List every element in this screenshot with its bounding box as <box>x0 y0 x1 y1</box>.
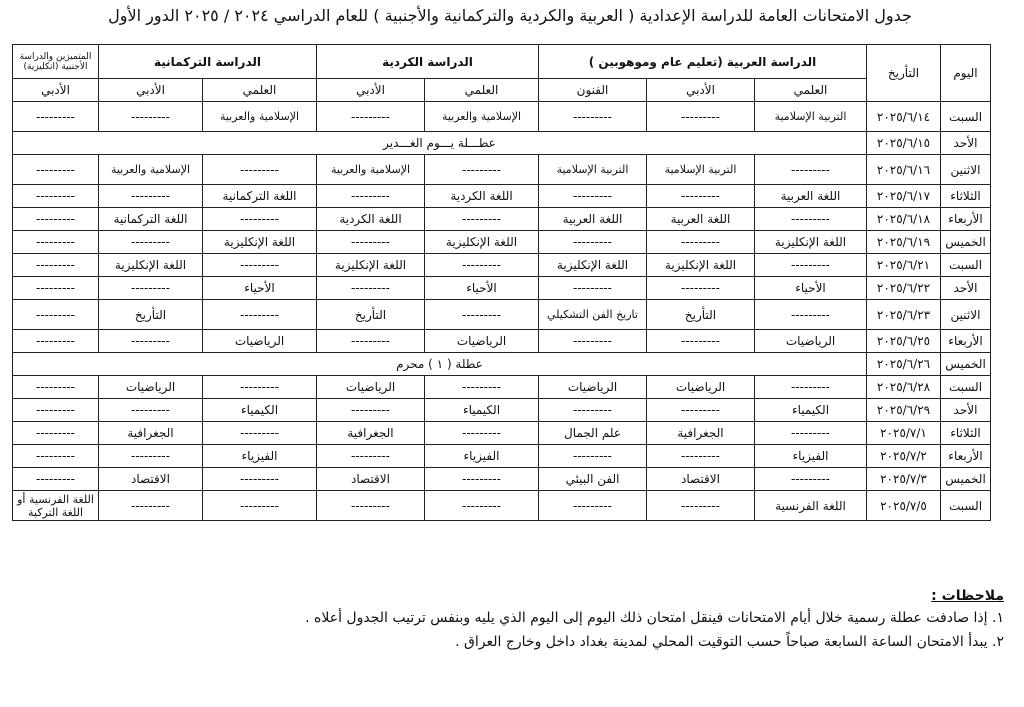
holiday-cell: عطـــلة يـــوم الغـــدير <box>13 132 867 155</box>
day-cell: الاثنين <box>941 155 991 185</box>
date-cell: ٢٠٢٥/٦/١٨ <box>867 208 941 231</box>
subject-cell: الكيمياء <box>755 399 867 422</box>
subject-cell: الإسلامية والعربية <box>203 102 317 132</box>
day-cell: الثلاثاء <box>941 185 991 208</box>
subject-cell: الفيزياء <box>425 445 539 468</box>
subject-cell: --------- <box>539 231 647 254</box>
subject-cell: التربية الإسلامية <box>647 155 755 185</box>
subject-cell: --------- <box>99 185 203 208</box>
subject-cell: --------- <box>13 422 99 445</box>
subject-cell: --------- <box>647 102 755 132</box>
subject-cell: --------- <box>647 491 755 521</box>
subject-cell: الفيزياء <box>755 445 867 468</box>
subject-cell: اللغة الكردية <box>425 185 539 208</box>
subject-cell: --------- <box>755 254 867 277</box>
subject-cell: --------- <box>317 185 425 208</box>
subject-cell: الأحياء <box>425 277 539 300</box>
subject-cell: --------- <box>99 102 203 132</box>
page-title: جدول الامتحانات العامة للدراسة الإعدادية ( العربية والكردية والتركمانية والأجنبية ) للعام الدراسي ٢٠٢٤ / ٢٠٢٥ الدور الأول <box>108 6 912 25</box>
subject-cell: الكيمياء <box>203 399 317 422</box>
day-cell: الخميس <box>941 353 991 376</box>
notes-section <box>24 588 1004 658</box>
subject-cell: --------- <box>203 208 317 231</box>
subject-cell: الإسلامية والعربية <box>99 155 203 185</box>
subject-cell: الرياضيات <box>425 330 539 353</box>
subject-cell: --------- <box>539 330 647 353</box>
subject-cell: اللغة الفرنسية <box>755 491 867 521</box>
subject-cell: الكيمياء <box>425 399 539 422</box>
subject-cell: اللغة العربية <box>755 185 867 208</box>
sub-header: الفنون <box>539 79 647 102</box>
subject-cell: --------- <box>317 399 425 422</box>
subject-cell: --------- <box>99 231 203 254</box>
subject-cell: اللغة الإنكليزية <box>539 254 647 277</box>
subject-cell: --------- <box>13 468 99 491</box>
date-cell: ٢٠٢٥/٧/١ <box>867 422 941 445</box>
subject-cell: --------- <box>99 330 203 353</box>
date-cell: ٢٠٢٥/٦/١٥ <box>867 132 941 155</box>
subject-cell: الرياضيات <box>99 376 203 399</box>
day-cell: السبت <box>941 376 991 399</box>
subject-cell: --------- <box>647 185 755 208</box>
subject-cell: التأريخ <box>317 300 425 330</box>
subject-cell: --------- <box>425 376 539 399</box>
table-row <box>13 399 991 422</box>
table-row <box>13 102 991 132</box>
subject-cell: --------- <box>203 254 317 277</box>
date-cell: ٢٠٢٥/٦/٢٩ <box>867 399 941 422</box>
day-cell: السبت <box>941 491 991 521</box>
subject-cell: اللغة الإنكليزية <box>755 231 867 254</box>
day-cell: الأحد <box>941 132 991 155</box>
subject-cell: --------- <box>755 376 867 399</box>
table-row <box>13 155 991 185</box>
subject-cell: التأريخ <box>99 300 203 330</box>
subject-cell: الجغرافية <box>317 422 425 445</box>
subject-cell: الجغرافية <box>99 422 203 445</box>
subject-cell: الرياضيات <box>539 376 647 399</box>
subject-cell: --------- <box>425 491 539 521</box>
subject-cell: الرياضيات <box>647 376 755 399</box>
subject-cell: --------- <box>317 445 425 468</box>
subject-cell: --------- <box>647 399 755 422</box>
subject-cell: --------- <box>13 208 99 231</box>
note-item: ٢. يبدأ الامتحان الساعة السابعة صباحاً حسب التوقيت المحلي لمدينة بغداد داخل وخارج العراق . <box>455 634 1004 650</box>
subject-cell: --------- <box>647 330 755 353</box>
subject-cell: اللغة الإنكليزية <box>317 254 425 277</box>
subject-cell: --------- <box>647 277 755 300</box>
subject-cell: التأريخ <box>647 300 755 330</box>
holiday-cell: عطلة ( ١ ) محرم <box>13 353 867 376</box>
subject-cell: --------- <box>425 468 539 491</box>
table-row <box>13 277 991 300</box>
date-cell: ٢٠٢٥/٧/٣ <box>867 468 941 491</box>
table-row <box>13 132 991 155</box>
day-cell: السبت <box>941 254 991 277</box>
subject-cell: اللغة الفرنسية أو اللغة التركية <box>13 491 99 521</box>
subject-cell: الفن البيئي <box>539 468 647 491</box>
subject-cell: --------- <box>425 155 539 185</box>
day-cell: الأربعاء <box>941 445 991 468</box>
subject-cell: التربية الإسلامية <box>755 102 867 132</box>
subject-cell: اللغة العربية <box>539 208 647 231</box>
subject-cell: --------- <box>13 330 99 353</box>
table-row <box>13 491 991 521</box>
table-row <box>13 231 991 254</box>
subject-cell: الاقتصاد <box>317 468 425 491</box>
subject-cell: --------- <box>13 277 99 300</box>
day-cell: الاثنين <box>941 300 991 330</box>
sub-header: العلمي <box>755 79 867 102</box>
subject-cell: --------- <box>203 491 317 521</box>
table-row <box>13 300 991 330</box>
date-cell: ٢٠٢٥/٦/١٤ <box>867 102 941 132</box>
subject-cell: الرياضيات <box>317 376 425 399</box>
notes-heading: ملاحظات : <box>931 588 1004 604</box>
subject-cell: --------- <box>425 300 539 330</box>
subject-cell: --------- <box>647 231 755 254</box>
day-cell: الأربعاء <box>941 208 991 231</box>
sub-header: الأدبي <box>647 79 755 102</box>
subject-cell: --------- <box>755 422 867 445</box>
day-header: اليوم <box>941 45 991 102</box>
subject-cell: اللغة الإنكليزية <box>647 254 755 277</box>
table-row <box>13 208 991 231</box>
subject-cell: اللغة الإنكليزية <box>99 254 203 277</box>
subject-cell: --------- <box>539 399 647 422</box>
subject-cell: --------- <box>203 422 317 445</box>
subject-cell: --------- <box>755 300 867 330</box>
sub-header: الأدبي <box>317 79 425 102</box>
date-cell: ٢٠٢٥/٦/١٦ <box>867 155 941 185</box>
table-row <box>13 422 991 445</box>
subject-cell: --------- <box>755 155 867 185</box>
subject-cell: --------- <box>203 155 317 185</box>
subject-cell: اللغة العربية <box>647 208 755 231</box>
exam-schedule-table <box>12 44 991 521</box>
subject-cell: --------- <box>755 468 867 491</box>
subject-cell: --------- <box>13 231 99 254</box>
date-cell: ٢٠٢٥/٧/٥ <box>867 491 941 521</box>
subject-cell: الإسلامية والعربية <box>317 155 425 185</box>
subject-cell: --------- <box>539 491 647 521</box>
table-row <box>13 330 991 353</box>
sub-header: الأدبي <box>99 79 203 102</box>
subject-cell: --------- <box>203 468 317 491</box>
subject-cell: اللغة التركمانية <box>99 208 203 231</box>
subject-cell: --------- <box>425 422 539 445</box>
subject-cell: الاقتصاد <box>647 468 755 491</box>
foreign-study-header: المتميزين والدراسة الأجنبية (انكليزية) <box>13 45 99 79</box>
day-cell: الخميس <box>941 468 991 491</box>
subject-cell: اللغة الإنكليزية <box>425 231 539 254</box>
subject-cell: --------- <box>13 102 99 132</box>
day-cell: الثلاثاء <box>941 422 991 445</box>
subject-cell: --------- <box>317 491 425 521</box>
subject-cell: --------- <box>539 102 647 132</box>
subject-cell: الفيزياء <box>203 445 317 468</box>
date-cell: ٢٠٢٥/٦/١٧ <box>867 185 941 208</box>
subject-cell: التربية الإسلامية <box>539 155 647 185</box>
subject-cell: --------- <box>203 376 317 399</box>
subject-cell: الرياضيات <box>203 330 317 353</box>
sub-header: العلمي <box>203 79 317 102</box>
table-row <box>13 376 991 399</box>
subject-cell: --------- <box>539 445 647 468</box>
table-row <box>13 445 991 468</box>
subject-cell: الاقتصاد <box>99 468 203 491</box>
subject-cell: اللغة الإنكليزية <box>203 231 317 254</box>
date-cell: ٢٠٢٥/٦/٢٨ <box>867 376 941 399</box>
subject-cell: --------- <box>539 277 647 300</box>
subject-cell: تاريخ الفن التشكيلي <box>539 300 647 330</box>
date-cell: ٢٠٢٥/٦/٢٦ <box>867 353 941 376</box>
note-item: ١. إذا صادفت عطلة رسمية خلال أيام الامتحانات فينقل امتحان ذلك اليوم إلى اليوم الذي يليه وبنفس ترتيب الجدول أعلاه . <box>305 610 1004 626</box>
subject-cell: --------- <box>13 300 99 330</box>
subject-cell: --------- <box>13 445 99 468</box>
subject-cell: الرياضيات <box>755 330 867 353</box>
day-cell: الأربعاء <box>941 330 991 353</box>
subject-cell: --------- <box>317 102 425 132</box>
date-cell: ٢٠٢٥/٦/٢٢ <box>867 277 941 300</box>
subject-cell: --------- <box>99 277 203 300</box>
table-row <box>13 185 991 208</box>
subject-cell: اللغة التركمانية <box>203 185 317 208</box>
table-row <box>13 468 991 491</box>
table-row <box>13 254 991 277</box>
day-cell: الأحد <box>941 277 991 300</box>
subject-cell: --------- <box>13 254 99 277</box>
subject-cell: اللغة الكردية <box>317 208 425 231</box>
day-cell: الخميس <box>941 231 991 254</box>
subject-cell: --------- <box>317 231 425 254</box>
table-row <box>13 353 991 376</box>
kurdish-study-header: الدراسة الكردية <box>317 45 539 79</box>
date-header: التأريخ <box>867 45 941 102</box>
subject-cell: --------- <box>317 277 425 300</box>
date-cell: ٢٠٢٥/٦/٢١ <box>867 254 941 277</box>
subject-cell: --------- <box>13 185 99 208</box>
subject-cell: --------- <box>13 376 99 399</box>
subject-cell: --------- <box>539 185 647 208</box>
subject-cell: --------- <box>13 399 99 422</box>
subject-cell: الأحياء <box>203 277 317 300</box>
subject-cell: --------- <box>647 445 755 468</box>
subject-cell: --------- <box>425 208 539 231</box>
subject-cell: الإسلامية والعربية <box>425 102 539 132</box>
subject-cell: --------- <box>317 330 425 353</box>
day-cell: السبت <box>941 102 991 132</box>
turkmen-study-header: الدراسة التركمانية <box>99 45 317 79</box>
subject-cell: --------- <box>755 208 867 231</box>
subject-cell: --------- <box>425 254 539 277</box>
arabic-study-header: الدراسة العربية (تعليم عام وموهوبين ) <box>539 45 867 79</box>
date-cell: ٢٠٢٥/٦/١٩ <box>867 231 941 254</box>
subject-cell: الجغرافية <box>647 422 755 445</box>
date-cell: ٢٠٢٥/٦/٢٥ <box>867 330 941 353</box>
subject-cell: --------- <box>99 399 203 422</box>
date-cell: ٢٠٢٥/٧/٢ <box>867 445 941 468</box>
subject-cell: --------- <box>99 491 203 521</box>
subject-cell: --------- <box>13 155 99 185</box>
subject-cell: --------- <box>203 300 317 330</box>
subject-cell: --------- <box>99 445 203 468</box>
sub-header: العلمي <box>425 79 539 102</box>
day-cell: الأحد <box>941 399 991 422</box>
date-cell: ٢٠٢٥/٦/٢٣ <box>867 300 941 330</box>
subject-cell: الأحياء <box>755 277 867 300</box>
subject-cell: علم الجمال <box>539 422 647 445</box>
sub-header: الأدبي <box>13 79 99 102</box>
